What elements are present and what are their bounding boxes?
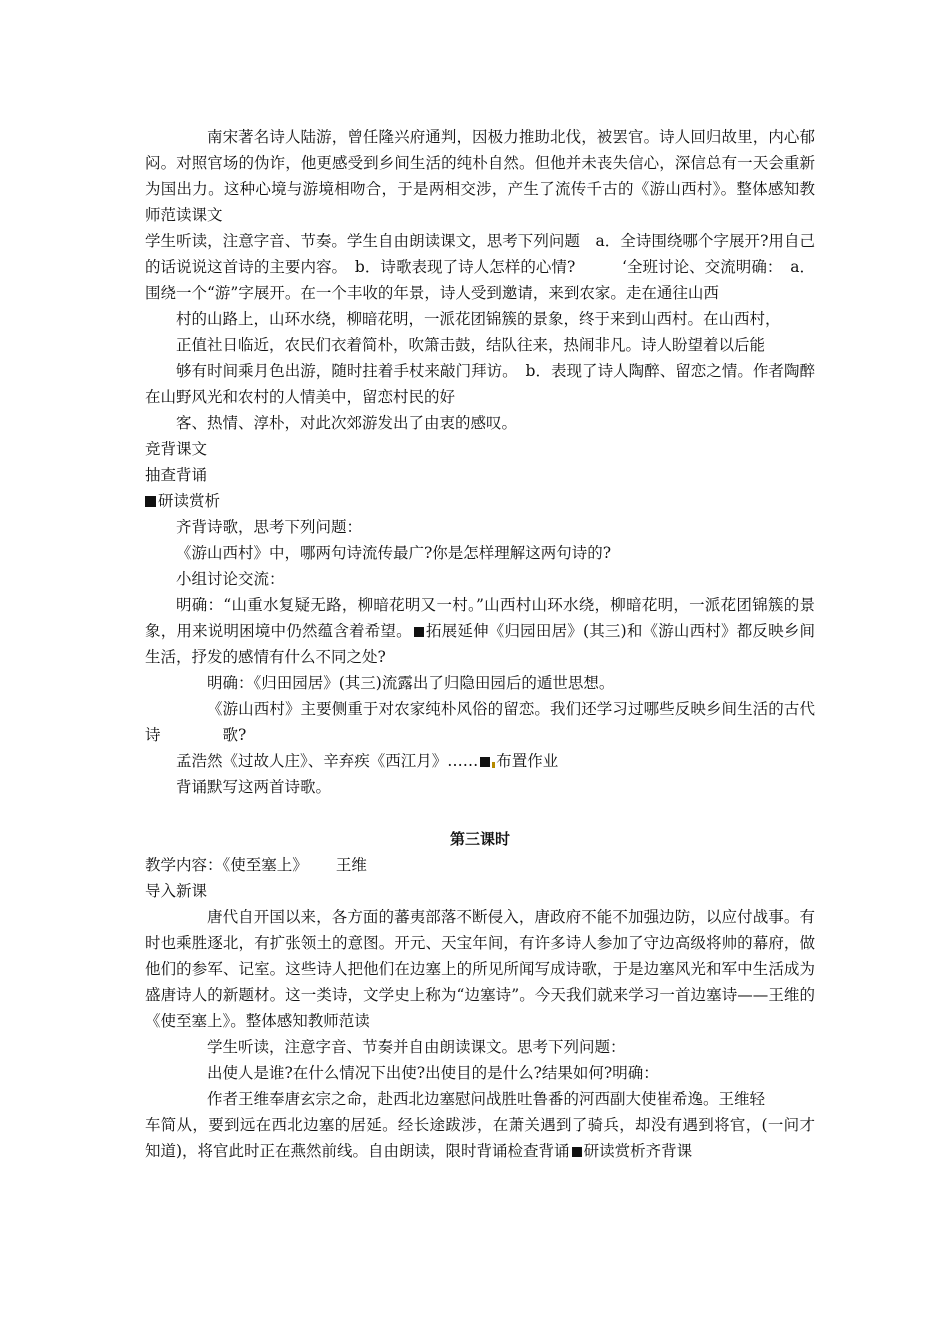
paragraph-text: 拓展延伸《归园田居》(其三)和《游山西村》都反映乡间生活，抒发的感情有什么不同之处?	[145, 622, 815, 666]
lesson-heading: 第三课时	[449, 830, 510, 848]
paragraph: 齐背诗歌，思考下列问题：	[176, 518, 363, 536]
paragraph: 明确：《归田园居》(其三)流露出了归隐田园后的遁世思想。	[207, 674, 615, 692]
paragraph: 出使人是谁?在什么情况下出使?出使目的是什么?结果如何?明确：	[207, 1064, 659, 1082]
section-label-text: 研读赏析	[158, 492, 221, 510]
paragraph: 学生听读，注意字音、节奏。学生自由朗读课文，思考下列问题 a．全诗围绕哪个字展开?用自己的话说说这首诗的主要内容。 b．诗歌表现了诗人怎样的心情? ‘全班讨论、交流明确： a．围绕一个“游”字展开。在一个丰收的年景，诗人受到邀请，来到农家。走在通往山西	[145, 232, 815, 302]
paragraph-text: 《游山西村》主要侧重于对农家纯朴风俗的留恋。我们还学习过哪些反映乡间生活的古代诗	[145, 700, 815, 744]
square-bullet-icon	[414, 627, 424, 637]
square-bullet-icon	[145, 496, 156, 507]
paragraph: 正值社日临近，农民们衣着简朴，吹箫击鼓，结队往来，热闹非凡。诗人盼望着以后能	[176, 336, 766, 354]
paragraph	[145, 696, 815, 748]
paragraph: 够有时间乘月色出游，随时拄着手杖来敲门拜访。 b．表现了诗人陶醉、留恋之情。作者陶醉在山野风光和农村的人情美中，留恋村民的好	[145, 362, 815, 406]
square-bullet-icon	[572, 1147, 582, 1157]
paragraph	[145, 1112, 815, 1164]
paragraph: 作者王维奉唐玄宗之命，赴西北边塞慰问战胜吐鲁番的河西副大使崔希逸。王维轻	[207, 1090, 766, 1108]
paragraph: 背诵默写这两首诗歌。	[176, 778, 332, 796]
paragraph-text: 布置作业	[496, 752, 559, 770]
paragraph	[145, 592, 815, 670]
document-page	[145, 124, 815, 1164]
paragraph: 抽查背诵	[145, 466, 208, 484]
paragraph-text: 歌?	[222, 726, 247, 744]
section-label	[145, 488, 815, 514]
paragraph: 《游山西村》中，哪两句诗流传最广?你是怎样理解这两句诗的?	[176, 544, 612, 562]
paragraph-text: 孟浩然《过故人庄》、辛弃疾《西江月》……	[176, 752, 479, 770]
intro-label: 导入新课	[145, 882, 208, 900]
paragraph: 小组讨论交流：	[176, 570, 285, 588]
paragraph-text: 明确：“山重水复疑无路，柳暗花明又一村。”山西村山环水绕，柳暗花明，一派花团锦簇的景象，用来说明困境中仍然蕴含着希望。	[145, 596, 815, 640]
paragraph: 南宋著名诗人陆游，曾任隆兴府通判，因极力推助北伐，被罢官。诗人回归故里，内心郁闷。对照官场的伪诈，他更感受到乡间生活的纯朴自然。但他并未丧失信心，深信总有一天会重新为国出力。这种心境与游境相吻合，于是两相交涉，产生了流传千古的《游山西村》。整体感知教师范读课文	[145, 128, 815, 224]
paragraph: 客、热情、淳朴，对此次郊游发出了由衷的感叹。	[176, 414, 518, 432]
paragraph-text: 车简从，要到远在西北边塞的居延。经长途跋涉，在萧关遇到了骑兵，却没有遇到将官，(一问才知道)，将官此时正在燕然前线。自由朗读，限时背诵检查背诵	[145, 1116, 815, 1160]
paragraph-text: 研读赏析齐背课	[583, 1142, 693, 1160]
content-line: 教学内容：《使至塞上》 王维	[145, 856, 367, 874]
paragraph: 唐代自开国以来，各方面的蕃夷部落不断侵入，唐政府不能不加强边防，以应付战事。有时也乘胜逐北，有扩张领土的意图。开元、天宝年间，有许多诗人参加了守边高级将帅的幕府，做他们的参军、记室。这些诗人把他们在边塞上的所见所闻写成诗歌，于是边塞风光和军中生活成为盛唐诗人的新题材。这一类诗，文学史上称为“边塞诗”。今天我们就来学习一首边塞诗——王维的《使至塞上》。整体感知教师范读	[145, 908, 815, 1030]
paragraph: 村的山路上，山环水绕，柳暗花明，一派花团锦簇的景象，终于来到山西村。在山西村，	[176, 310, 781, 328]
square-bullet-icon	[480, 757, 490, 767]
mark-icon	[492, 762, 495, 768]
paragraph: 学生听读，注意字音、节奏并自由朗读课文。思考下列问题：	[207, 1038, 626, 1056]
paragraph: 竞背课文	[145, 440, 208, 458]
paragraph	[145, 748, 815, 774]
